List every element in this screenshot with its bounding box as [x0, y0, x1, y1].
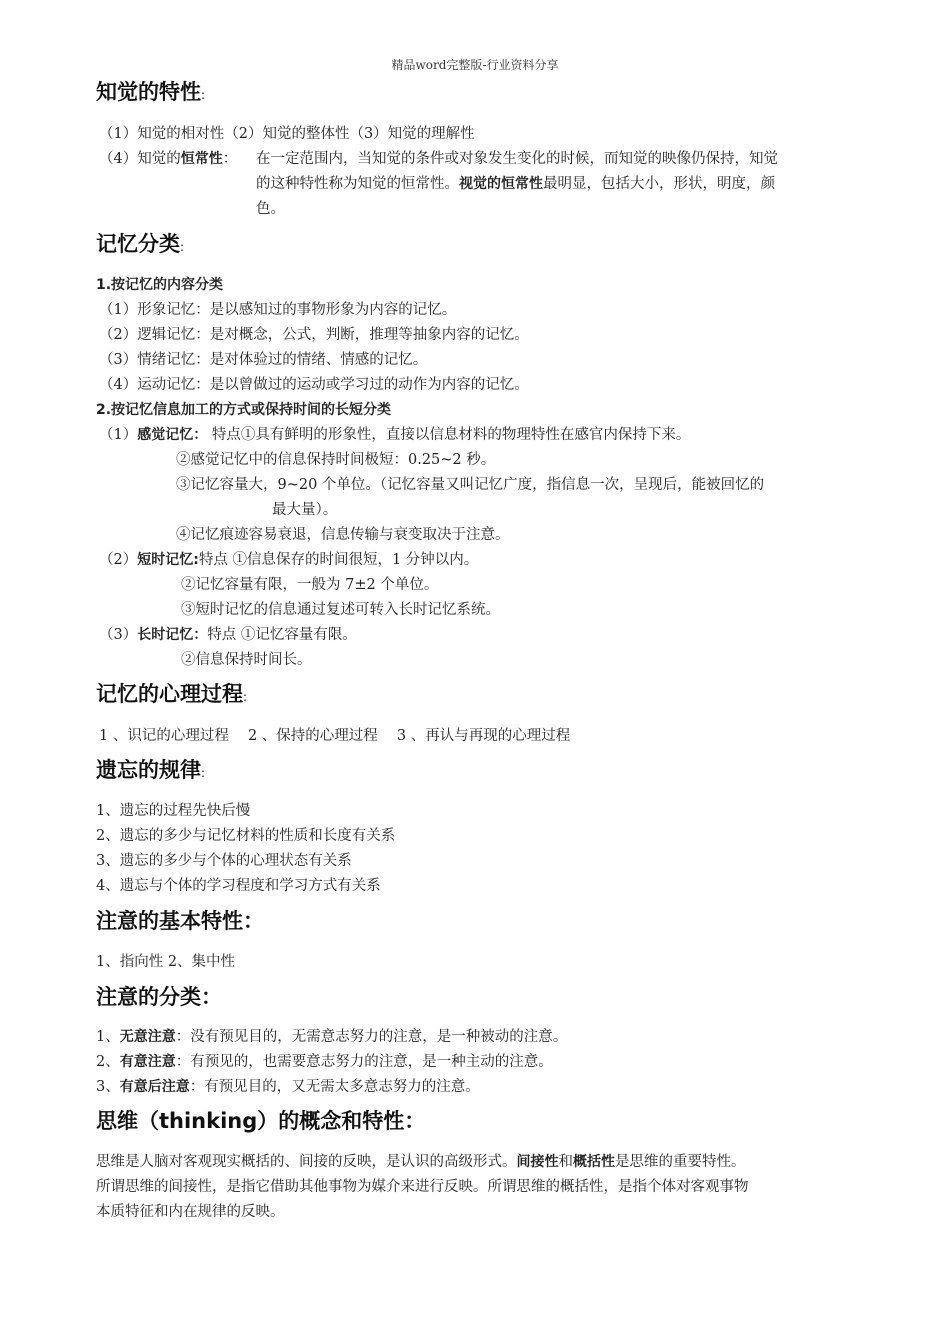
memory-subheading-content: 1.按记忆的内容分类: [96, 277, 224, 293]
heading-thinking: 思维（thinking）的概念和特性：: [96, 1109, 426, 1133]
heading-memory-process: 记忆的心理过程:: [96, 682, 248, 706]
short-term-memory-line: （2）短时记忆:特点 ①信息保存的时间很短，1 分钟以内。: [99, 552, 479, 568]
heading-attention-traits: 注意的基本特性：: [96, 909, 264, 933]
short-term-memory-line: ③短时记忆的信息通过复述可转入长时记忆系统。: [181, 602, 500, 618]
long-term-memory-line: ②信息保持时间长。: [181, 652, 312, 668]
forgetting-item: 1、遗忘的过程先快后慢: [96, 803, 251, 819]
memory-subheading-processing: 2.按记忆信息加工的方式或保持时间的长短分类: [96, 402, 392, 418]
sensory-memory-line: ③记忆容量大，9~20 个单位。（记忆容量又叫记忆广度，指信息一次，呈现后，能被回忆的: [176, 477, 765, 493]
memory-content-item: （4）运动记忆：是以曾做过的运动或学习过的动作为内容的记忆。: [99, 377, 529, 393]
memory-content-item: （1）形象记忆：是以感知过的事物形象为内容的记忆。: [99, 302, 457, 318]
heading-forgetting-rules: 遗忘的规律:: [96, 758, 206, 782]
thinking-paragraph-line: 思维是人脑对客观现实概括的、间接的反映，是认识的高级形式。间接性和概括性是思维的重要特性。: [96, 1154, 746, 1170]
memory-content-item: （3）情绪记忆：是对体验过的情绪、情感的记忆。: [99, 352, 428, 368]
perception-constancy-label: （4）知觉的恒常性：: [99, 151, 238, 167]
perception-traits-line: （1）知觉的相对性（2）知觉的整体性（3）知觉的理解性: [99, 126, 475, 142]
constancy-definition-line: 在一定范围内，当知觉的条件或对象发生变化的时候，而知觉的映像仍保持，知觉: [256, 151, 778, 167]
heading-memory-types: 记忆分类:: [96, 232, 185, 256]
long-term-memory-line: （3）长时记忆：特点 ①记忆容量有限。: [99, 627, 357, 643]
thinking-paragraph-line: 本质特征和内在规律的反映。: [96, 1204, 285, 1220]
memory-process-line: 1 、识记的心理过程 2 、保持的心理过程 3 、再认与再现的心理过程: [99, 728, 571, 744]
constancy-definition-line: 的这种特性称为知觉的恒常性。视觉的恒常性最明显，包括大小，形状，明度，颜: [256, 176, 775, 192]
page-header: 精品word完整版-行业资料分享: [391, 58, 559, 72]
sensory-memory-line: （1）感觉记忆： 特点①具有鲜明的形象性，直接以信息材料的物理特性在感官内保持下来。: [99, 427, 691, 443]
attention-type-item: 3、有意后注意：有预见目的，又无需太多意志努力的注意。: [96, 1079, 480, 1095]
memory-content-item: （2）逻辑记忆：是对概念，公式，判断，推理等抽象内容的记忆。: [99, 327, 529, 343]
sensory-memory-line: 最大量）。: [272, 502, 338, 518]
thinking-paragraph-line: 所谓思维的间接性，是指它借助其他事物为媒介来进行反映。所谓思维的概括性，是指个体对客观事物: [96, 1179, 749, 1195]
heading-attention-types: 注意的分类：: [96, 985, 222, 1009]
heading-perception-traits: 知觉的特性:: [96, 80, 206, 104]
sensory-memory-line: ②感觉记忆中的信息保持时间极短：0.25~2 秒。: [176, 452, 496, 468]
attention-type-item: 1、无意注意：没有预见目的，无需意志努力的注意，是一种被动的注意。: [96, 1029, 568, 1045]
sensory-memory-line: ④记忆痕迹容易衰退，信息传输与衰变取决于注意。: [176, 527, 510, 543]
forgetting-item: 2、遗忘的多少与记忆材料的性质和长度有关系: [96, 828, 396, 844]
attention-traits-line: 1、指向性 2、集中性: [96, 954, 236, 970]
forgetting-item: 3、遗忘的多少与个体的心理状态有关系: [96, 853, 352, 869]
constancy-definition-line: 色。: [256, 201, 285, 217]
short-term-memory-line: ②记忆容量有限，一般为 7±2 个单位。: [181, 577, 439, 593]
forgetting-item: 4、遗忘与个体的学习程度和学习方式有关系: [96, 878, 381, 894]
attention-type-item: 2、有意注意：有预见的，也需要意志努力的注意，是一种主动的注意。: [96, 1054, 553, 1070]
